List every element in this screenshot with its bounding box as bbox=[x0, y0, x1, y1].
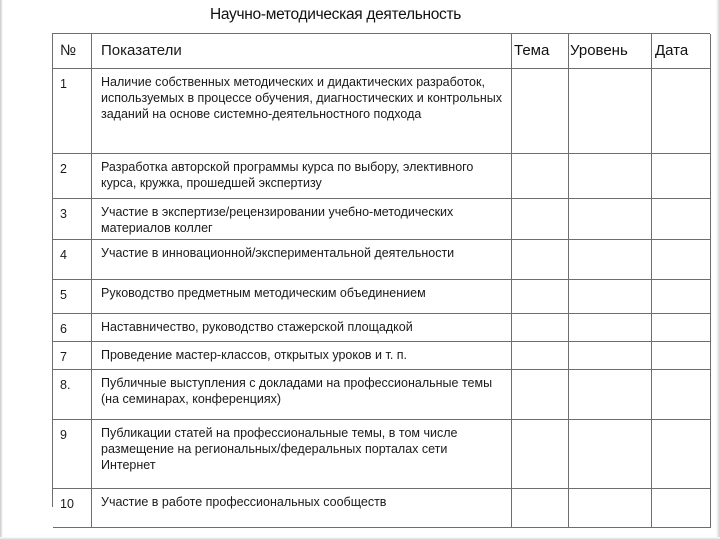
row-level-cell[interactable] bbox=[569, 280, 652, 314]
row-number: 10 bbox=[53, 489, 92, 528]
row-number: 5 bbox=[53, 280, 92, 314]
row-date-cell[interactable] bbox=[652, 280, 711, 314]
row-date-cell[interactable] bbox=[652, 69, 711, 154]
row-number: 3 bbox=[53, 199, 92, 240]
row-topic-cell[interactable] bbox=[512, 370, 569, 420]
column-header-topic: Тема bbox=[514, 42, 550, 59]
row-level-cell[interactable] bbox=[569, 69, 652, 154]
row-indicator: Участие в работе профессиональных сообществ bbox=[92, 489, 512, 528]
row-level-cell[interactable] bbox=[569, 154, 652, 199]
slide-left-edge-shadow bbox=[0, 0, 3, 540]
row-number: 1 bbox=[53, 69, 92, 154]
row-topic-cell[interactable] bbox=[512, 240, 569, 280]
column-header-level: Уровень bbox=[570, 42, 628, 59]
slide-right-edge-shadow bbox=[716, 0, 720, 540]
row-indicator: Проведение мастер-классов, открытых уроков и т. п. bbox=[92, 342, 512, 370]
row-indicator: Разработка авторской программы курса по выбору, элективного курса, кружка, прошедшей экспертизу bbox=[92, 154, 512, 199]
row-topic-cell[interactable] bbox=[512, 420, 569, 489]
row-topic-cell[interactable] bbox=[512, 280, 569, 314]
row-level-cell[interactable] bbox=[569, 314, 652, 342]
row-level-cell[interactable] bbox=[569, 420, 652, 489]
row-date-cell[interactable] bbox=[652, 154, 711, 199]
row-indicator: Публичные выступления с докладами на профессиональные темы (на семинарах, конференциях) bbox=[92, 370, 512, 420]
row-level-cell[interactable] bbox=[569, 342, 652, 370]
row-indicator: Наставничество, руководство стажерской площадкой bbox=[92, 314, 512, 342]
row-topic-cell[interactable] bbox=[512, 489, 569, 528]
row-date-cell[interactable] bbox=[652, 420, 711, 489]
row-level-cell[interactable] bbox=[569, 370, 652, 420]
row-level-cell[interactable] bbox=[569, 199, 652, 240]
row-date-cell[interactable] bbox=[652, 342, 711, 370]
page-title: Научно-методическая деятельность bbox=[210, 6, 462, 23]
row-topic-cell[interactable] bbox=[512, 342, 569, 370]
row-number: 6 bbox=[53, 314, 92, 342]
row-level-cell[interactable] bbox=[569, 489, 652, 528]
row-number: 9 bbox=[53, 420, 92, 489]
row-date-cell[interactable] bbox=[652, 199, 711, 240]
row-indicator: Участие в экспертизе/рецензировании учебно-методических материалов коллег bbox=[92, 199, 512, 240]
column-header-num: № bbox=[53, 34, 92, 69]
row-topic-cell[interactable] bbox=[512, 199, 569, 240]
row-date-cell[interactable] bbox=[652, 240, 711, 280]
row-date-cell[interactable] bbox=[652, 489, 711, 528]
column-header-indicator: Показатели bbox=[92, 34, 512, 69]
row-number: 2 bbox=[53, 154, 92, 199]
row-topic-cell[interactable] bbox=[512, 154, 569, 199]
indicators-table bbox=[52, 33, 710, 511]
row-indicator: Публикации статей на профессиональные темы, в том числе размещение на региональных/федеральных порталах сети Интернет bbox=[92, 420, 512, 489]
row-topic-cell[interactable] bbox=[512, 314, 569, 342]
row-indicator: Участие в инновационной/экспериментальной деятельности bbox=[92, 240, 512, 280]
row-number: 7 bbox=[53, 342, 92, 370]
row-date-cell[interactable] bbox=[652, 370, 711, 420]
column-header-date: Дата bbox=[655, 42, 689, 59]
row-topic-cell[interactable] bbox=[512, 69, 569, 154]
row-level-cell[interactable] bbox=[569, 240, 652, 280]
row-number: 4 bbox=[53, 240, 92, 280]
row-indicator: Наличие собственных методических и дидактических разработок, используемых в процессе обучения, диагностических и контрольных заданий на основе системно-деятельностного подхода bbox=[92, 69, 512, 154]
row-number: 8. bbox=[53, 370, 92, 420]
row-date-cell[interactable] bbox=[652, 314, 711, 342]
row-indicator: Руководство предметным методическим объединением bbox=[92, 280, 512, 314]
